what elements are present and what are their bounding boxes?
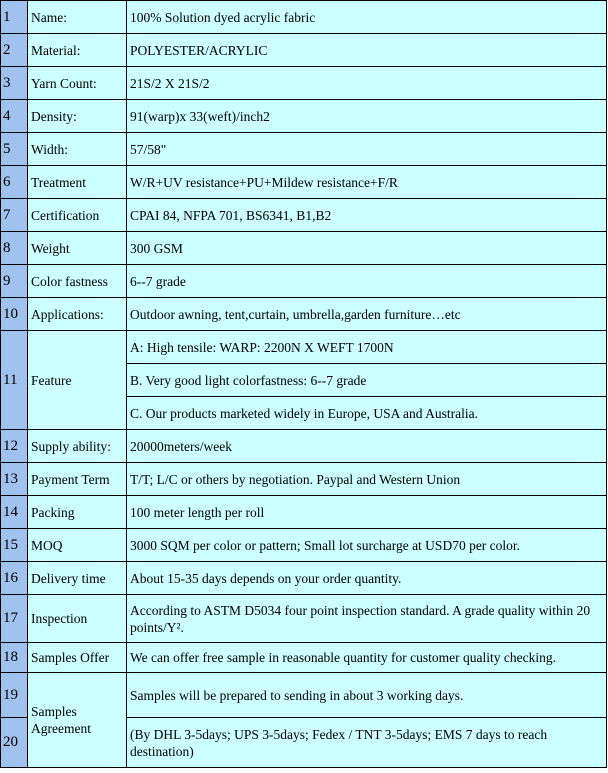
row-label: Payment Term — [28, 463, 127, 496]
row-number: 17 — [1, 595, 28, 643]
row-value: 3000 SQM per color or pattern; Small lot surcharge at USD70 per color. — [127, 529, 607, 562]
table-row — [1, 673, 607, 718]
row-number: 16 — [1, 562, 28, 595]
row-number: 18 — [1, 643, 28, 673]
row-number: 2 — [1, 34, 28, 67]
table-row — [1, 595, 607, 643]
row-number: 20 — [1, 718, 28, 768]
row-label: Name: — [28, 1, 127, 34]
row-number: 1 — [1, 1, 28, 34]
feature-item: B. Very good light colorfastness: 6--7 grade — [127, 364, 607, 397]
row-label: Yarn Count: — [28, 67, 127, 100]
table-row — [1, 100, 607, 133]
row-label: Density: — [28, 100, 127, 133]
row-value: (By DHL 3-5days; UPS 3-5days; Fedex / TNT 3-5days; EMS 7 days to reach destination) — [127, 718, 607, 768]
row-number: 13 — [1, 463, 28, 496]
row-value: 300 GSM — [127, 232, 607, 265]
row-value: CPAI 84, NFPA 701, BS6341, B1,B2 — [127, 199, 607, 232]
table-row — [1, 34, 607, 67]
row-number: 3 — [1, 67, 28, 100]
row-label: Treatment — [28, 166, 127, 199]
row-number: 9 — [1, 265, 28, 298]
table-row — [1, 133, 607, 166]
row-number: 6 — [1, 166, 28, 199]
row-value: About 15-35 days depends on your order quantity. — [127, 562, 607, 595]
row-value: 6--7 grade — [127, 265, 607, 298]
table-row — [1, 199, 607, 232]
row-label: Packing — [28, 496, 127, 529]
row-label: Weight — [28, 232, 127, 265]
row-value: According to ASTM D5034 four point inspection standard. A grade quality within 20 points/Y². — [127, 595, 607, 643]
table-row — [1, 67, 607, 100]
row-value: 20000meters/week — [127, 430, 607, 463]
row-number: 12 — [1, 430, 28, 463]
row-number: 11 — [1, 331, 28, 430]
row-value: 91(warp)x 33(weft)/inch2 — [127, 100, 607, 133]
row-number: 19 — [1, 673, 28, 718]
table-row — [1, 331, 607, 364]
table-row — [1, 265, 607, 298]
table-row — [1, 463, 607, 496]
row-label: Supply ability: — [28, 430, 127, 463]
table-row — [1, 1, 607, 34]
row-label: Samples Agreement — [28, 673, 127, 768]
table-row — [1, 562, 607, 595]
row-label: Width: — [28, 133, 127, 166]
row-value: W/R+UV resistance+PU+Mildew resistance+F/R — [127, 166, 607, 199]
row-label: MOQ — [28, 529, 127, 562]
row-value: POLYESTER/ACRYLIC — [127, 34, 607, 67]
row-label: Applications: — [28, 298, 127, 331]
row-value: We can offer free sample in reasonable quantity for customer quality checking. — [127, 643, 607, 673]
row-label: Material: — [28, 34, 127, 67]
row-label: Feature — [28, 331, 127, 430]
row-value: 100 meter length per roll — [127, 496, 607, 529]
row-value: T/T; L/C or others by negotiation. Paypal and Western Union — [127, 463, 607, 496]
table-row — [1, 430, 607, 463]
row-label: Certification — [28, 199, 127, 232]
row-number: 5 — [1, 133, 28, 166]
row-label: Inspection — [28, 595, 127, 643]
row-label: Samples Offer — [28, 643, 127, 673]
row-number: 8 — [1, 232, 28, 265]
row-number: 14 — [1, 496, 28, 529]
table-row — [1, 496, 607, 529]
row-value: Samples will be prepared to sending in about 3 working days. — [127, 673, 607, 718]
table-row — [1, 643, 607, 673]
row-value: 100% Solution dyed acrylic fabric — [127, 1, 607, 34]
table-row — [1, 166, 607, 199]
row-number: 15 — [1, 529, 28, 562]
feature-item: A: High tensile: WARP: 2200N X WEFT 1700N — [127, 331, 607, 364]
row-number: 10 — [1, 298, 28, 331]
row-value: 57/58" — [127, 133, 607, 166]
table-row — [1, 232, 607, 265]
row-value: 21S/2 X 21S/2 — [127, 67, 607, 100]
table-row — [1, 298, 607, 331]
feature-item: C. Our products marketed widely in Europe, USA and Australia. — [127, 397, 607, 430]
row-label: Delivery time — [28, 562, 127, 595]
row-number: 7 — [1, 199, 28, 232]
row-number: 4 — [1, 100, 28, 133]
row-value: Outdoor awning, tent,curtain, umbrella,garden furniture…etc — [127, 298, 607, 331]
table-row — [1, 529, 607, 562]
row-label: Color fastness — [28, 265, 127, 298]
